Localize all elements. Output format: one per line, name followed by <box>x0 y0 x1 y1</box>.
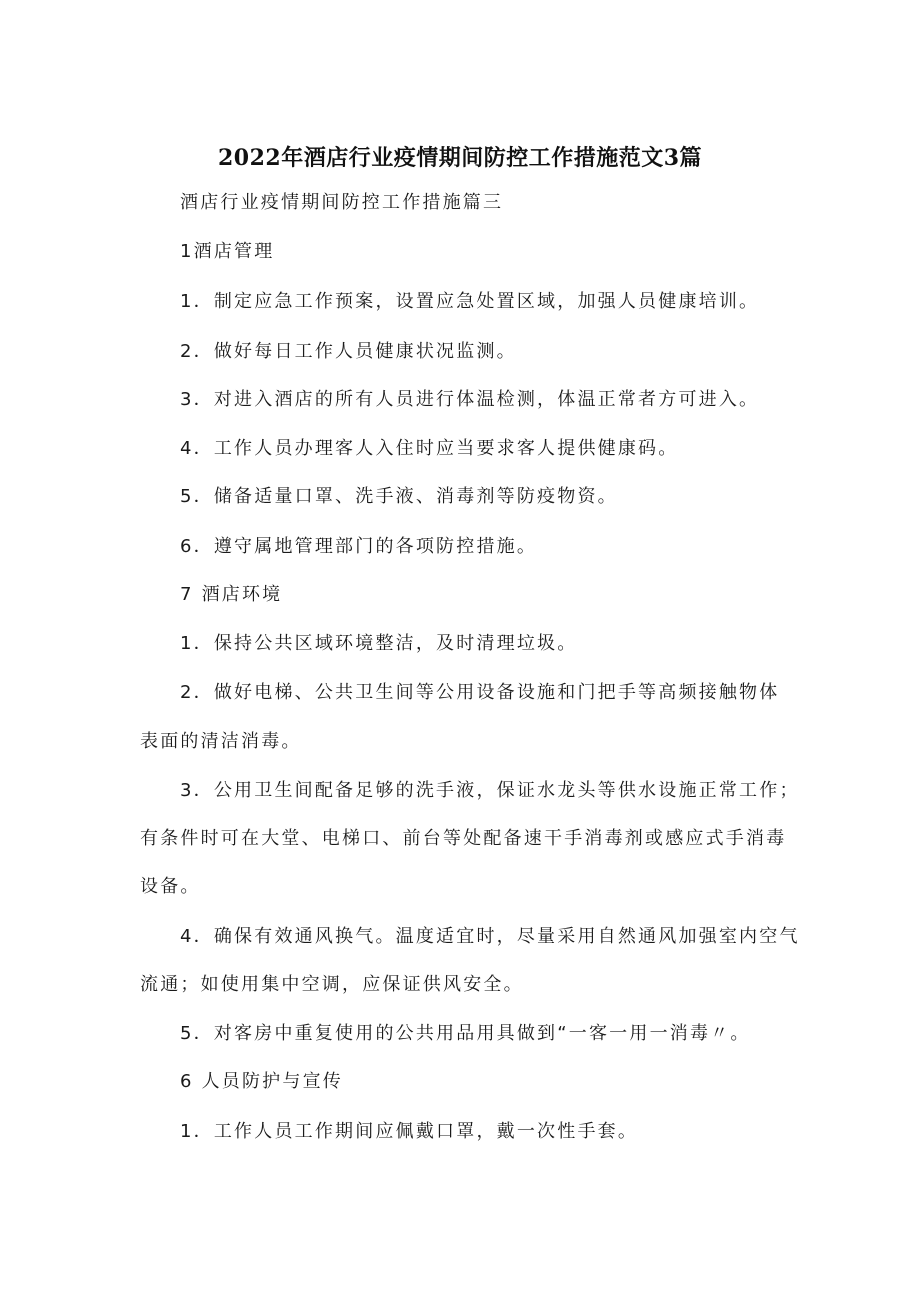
list-item: 4．确保有效通风换气。温度适宜时，尽量采用自然通风加强室内空气 <box>180 926 800 947</box>
list-item-continuation: 有条件时可在大堂、电梯口、前台等处配备速干手消毒剂或感应式手消毒 <box>140 828 787 849</box>
list-item: 1．工作人员工作期间应佩戴口罩，戴一次性手套。 <box>180 1121 639 1142</box>
section-heading: 酒店行业疫情期间防控工作措施篇三 <box>180 192 504 213</box>
subsection-heading: 1酒店管理 <box>180 241 275 262</box>
subsection-heading: 7 酒店环境 <box>180 584 283 605</box>
list-item: 5．对客房中重复使用的公共用品用具做到“一客一用一消毒〃。 <box>180 1023 751 1044</box>
list-item: 3．公用卫生间配备足够的洗手液，保证水龙头等供水设施正常工作； <box>180 780 800 801</box>
list-item: 2．做好电梯、公共卫生间等公用设备设施和门把手等高频接触物体 <box>180 682 780 703</box>
list-item: 6．遵守属地管理部门的各项防控措施。 <box>180 536 538 557</box>
list-item: 1．制定应急工作预案，设置应急处置区域，加强人员健康培训。 <box>180 291 760 312</box>
list-item-continuation: 流通；如使用集中空调，应保证供风安全。 <box>140 974 524 995</box>
list-item: 3．对进入酒店的所有人员进行体温检测，体温正常者方可进入。 <box>180 389 760 410</box>
list-item: 4．工作人员办理客人入住时应当要求客人提供健康码。 <box>180 438 679 459</box>
list-item-continuation: 设备。 <box>140 876 201 897</box>
list-item-continuation: 表面的清洁消毒。 <box>140 731 302 752</box>
list-item: 5．储备适量口罩、洗手液、消毒剂等防疫物资。 <box>180 486 618 507</box>
list-item: 1．保持公共区域环境整洁，及时清理垃圾。 <box>180 633 578 654</box>
subsection-heading: 6 人员防护与宣传 <box>180 1071 343 1092</box>
list-item: 2．做好每日工作人员健康状况监测。 <box>180 341 517 362</box>
document-title: 2022年酒店行业疫情期间防控工作措施范文3篇 <box>217 145 703 171</box>
